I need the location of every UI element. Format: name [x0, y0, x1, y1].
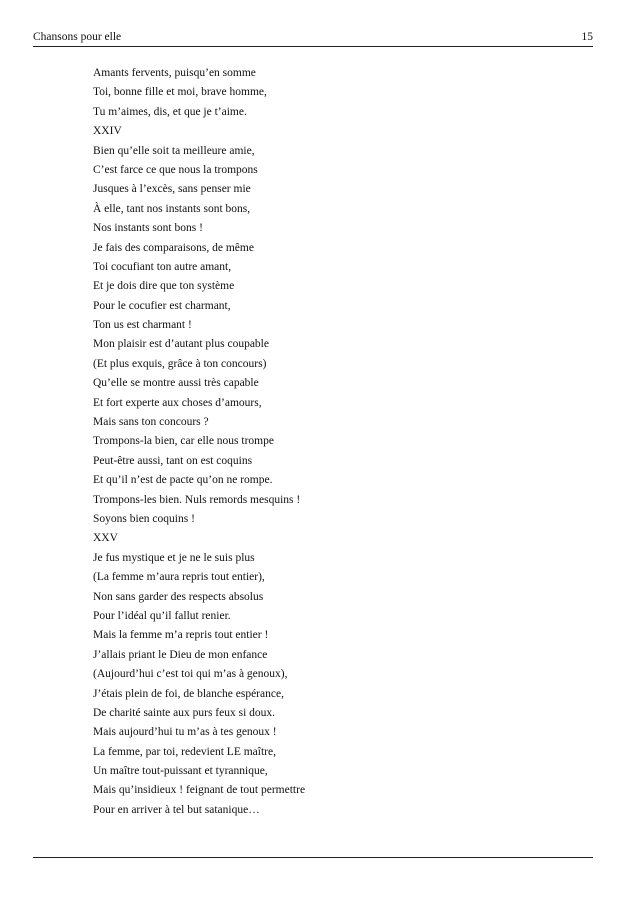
poem-line: Je fais des comparaisons, de même — [93, 241, 254, 254]
poem-line: Ton us est charmant ! — [93, 319, 192, 332]
poem-line: Et qu’il n’est de pacte qu’on ne rompe. — [93, 474, 273, 487]
poem-line: Et fort experte aux choses d’amours, — [93, 396, 262, 409]
poem-line: J’allais priant le Dieu de mon enfance — [93, 648, 268, 661]
poem-line: Soyons bien coquins ! — [93, 512, 195, 525]
poem-line: De charité sainte aux purs feux si doux. — [93, 706, 276, 719]
poem-line: Et je dois dire que ton système — [93, 280, 235, 293]
poem-text — [93, 64, 573, 820]
poem-line: Toi cocufiant ton autre amant, — [93, 260, 232, 273]
page-number: 15 — [581, 31, 593, 43]
poem-line: Mais aujourd’hui tu m’as à tes genoux ! — [93, 726, 277, 739]
poem-line: J’étais plein de foi, de blanche espérance, — [93, 687, 284, 700]
poem-line: (Et plus exquis, grâce à ton concours) — [93, 357, 267, 370]
poem-line: Trompons-les bien. Nuls remords mesquins ! — [93, 493, 301, 506]
section-heading: XXIV — [93, 125, 122, 138]
poem-line: Mais sans ton concours ? — [93, 416, 209, 429]
poem-line: À elle, tant nos instants sont bons, — [93, 202, 251, 215]
poem-line: Mon plaisir est d’autant plus coupable — [93, 338, 269, 351]
poem-line: Qu’elle se montre aussi très capable — [93, 377, 259, 390]
section-heading: XXV — [93, 532, 118, 545]
poem-line: Bien qu’elle soit ta meilleure amie, — [93, 144, 255, 157]
poem-line: La femme, par toi, redevient LE maître, — [93, 745, 276, 758]
poem-line: Jusques à l’excès, sans penser mie — [93, 183, 251, 196]
poem-line: Nos instants sont bons ! — [93, 222, 203, 235]
poem-line: Trompons-la bien, car elle nous trompe — [93, 435, 274, 448]
poem-line: (La femme m’aura repris tout entier), — [93, 571, 265, 584]
poem-line: Mais qu’insidieux ! feignant de tout permettre — [93, 784, 306, 797]
poem-line: C’est farce ce que nous la trompons — [93, 163, 258, 176]
header-rule — [33, 46, 593, 47]
poem-line: Amants fervents, puisqu’en somme — [93, 67, 256, 79]
poem-line: Un maître tout-puissant et tyrannique, — [93, 765, 268, 778]
poem-line: (Aujourd’hui c’est toi qui m’as à genoux), — [93, 668, 288, 681]
poem-line: Pour l’idéal qu’il fallut renier. — [93, 609, 231, 622]
poem-line: Non sans garder des respects absolus — [93, 590, 264, 603]
poem-line: Toi, bonne fille et moi, brave homme, — [93, 86, 267, 99]
running-header — [33, 28, 593, 46]
poem-line: Mais la femme m’a repris tout entier ! — [93, 629, 269, 642]
running-title: Chansons pour elle — [33, 31, 122, 43]
poem-line: Tu m’aimes, dis, et que je t’aime. — [93, 105, 247, 118]
poem-line: Pour en arriver à tel but satanique… — [93, 803, 260, 816]
poem-line: Pour le cocufier est charmant, — [93, 299, 231, 312]
poem-line: Je fus mystique et je ne le suis plus — [93, 551, 255, 564]
footer-rule — [33, 857, 593, 858]
poem-line: Peut-être aussi, tant on est coquins — [93, 454, 253, 467]
